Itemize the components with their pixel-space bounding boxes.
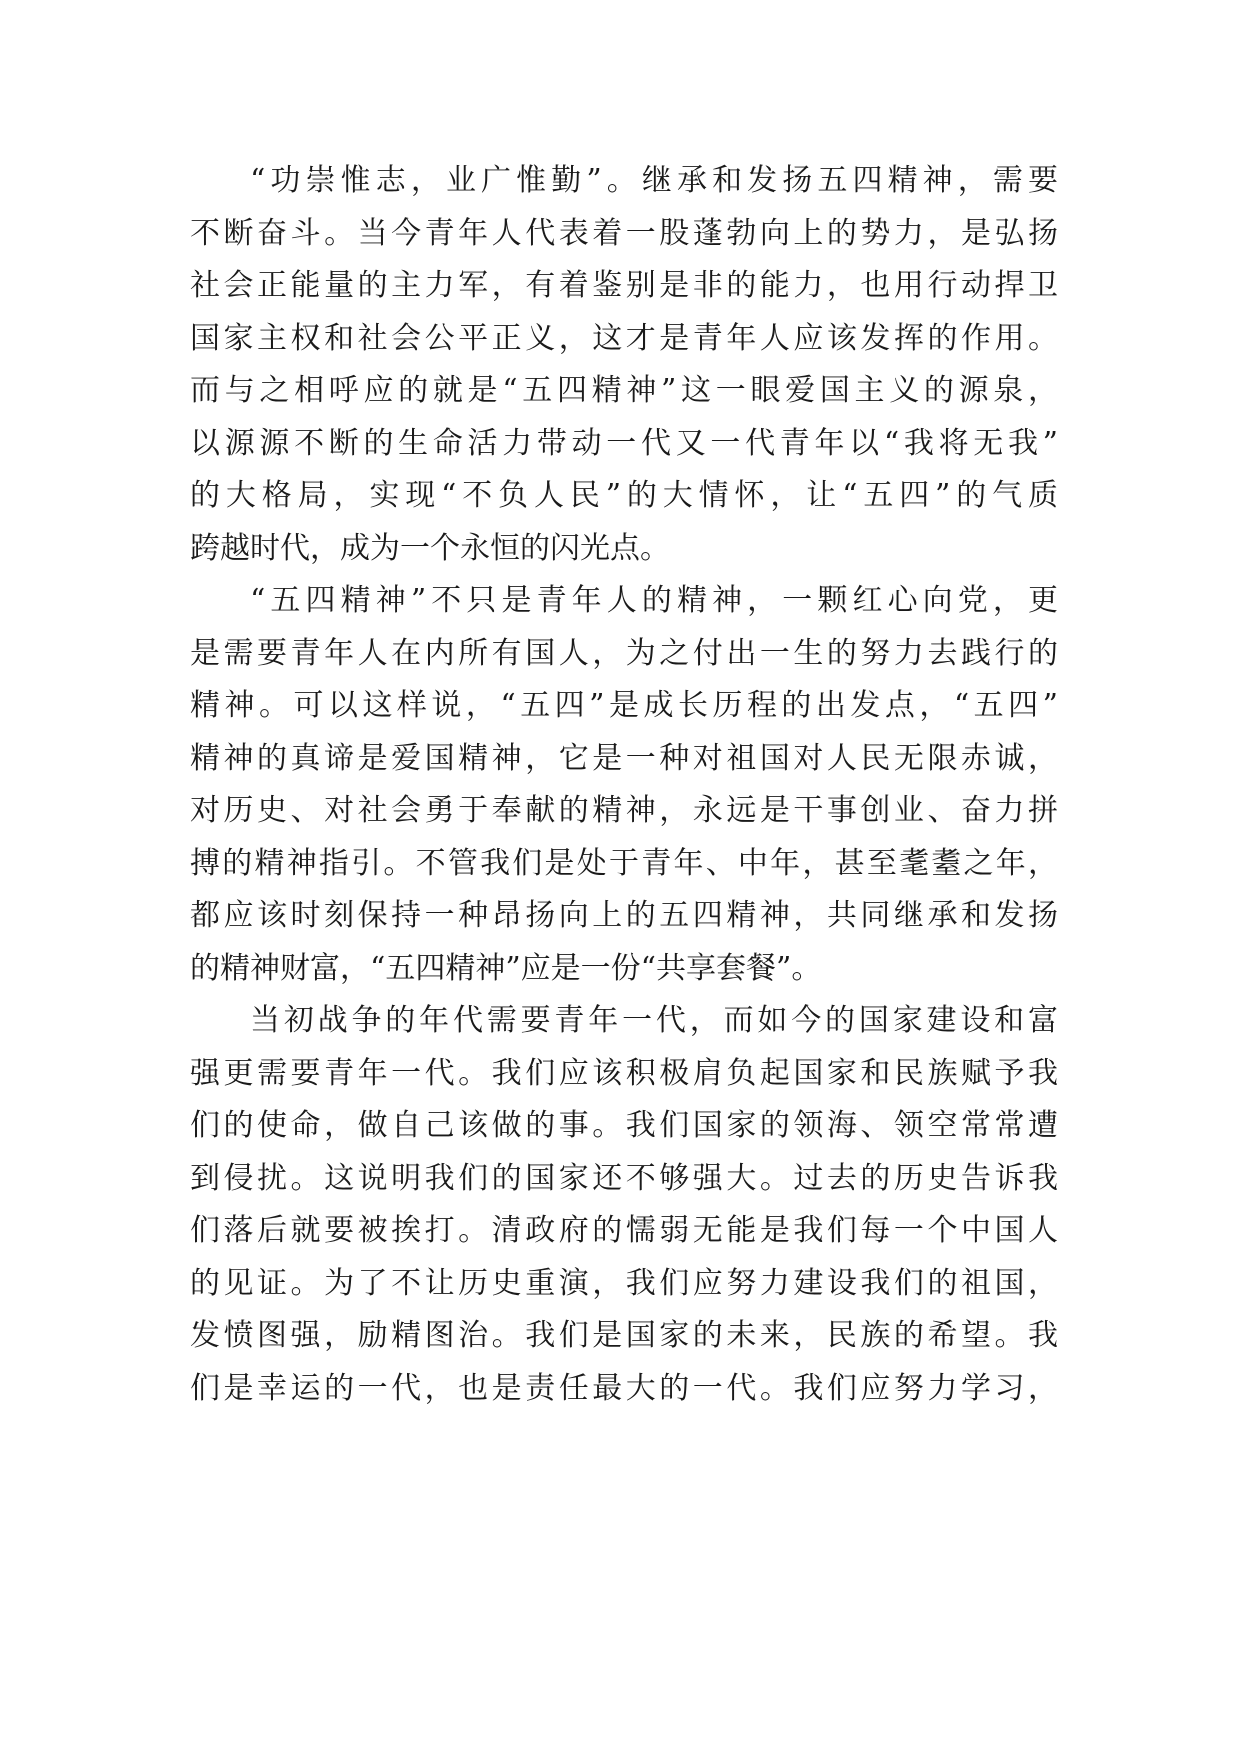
- text-line: 强更需要青年一代。我们应该积极肩负起国家和民族赋予我: [190, 1055, 1058, 1091]
- text-line: “功崇惟志，业广惟勤”。继承和发扬五四精神，需要: [250, 163, 1058, 198]
- text-line: 以源源不断的生命活力带动一代又一代青年以“我将无我”: [190, 425, 1058, 461]
- text-line: 跨越时代，成为一个永恒的闪光点。: [190, 530, 670, 566]
- text-line: 社会正能量的主力军，有着鉴别是非的能力，也用行动捍卫: [190, 268, 1058, 303]
- text-line: 国家主权和社会公平正义，这才是青年人应该发挥的作用。: [190, 320, 1058, 356]
- text-line: 们是幸运的一代，也是责任最大的一代。我们应努力学习，: [190, 1370, 1058, 1406]
- text-line: 的精神财富，“五四精神”应是一份“共享套餐”。: [190, 950, 822, 986]
- paragraph-2: [190, 575, 1058, 995]
- text-line: 的见证。为了不让历史重演，我们应努力建设我们的祖国，: [190, 1265, 1058, 1301]
- text-line: 们的使命，做自己该做的事。我们国家的领海、领空常常遭: [190, 1108, 1058, 1143]
- text-line: 搏的精神指引。不管我们是处于青年、中年，甚至耄耋之年，: [190, 845, 1058, 881]
- text-line: “五四精神”不只是青年人的精神，一颗红心向党，更: [250, 583, 1058, 618]
- text-line: 都应该时刻保持一种昂扬向上的五四精神，共同继承和发扬: [190, 898, 1058, 933]
- text-line: 而与之相呼应的就是“五四精神”这一眼爱国主义的源泉，: [190, 373, 1058, 408]
- text-line: 的大格局，实现“不负人民”的大情怀，让“五四”的气质: [190, 478, 1058, 513]
- text-line: 到侵扰。这说明我们的国家还不够强大。过去的历史告诉我: [190, 1160, 1058, 1196]
- document-body: [190, 155, 1058, 1415]
- paragraph-3: [190, 995, 1058, 1415]
- text-line: 不断奋斗。当今青年人代表着一股蓬勃向上的势力，是弘扬: [190, 215, 1058, 251]
- text-line: 精神。可以这样说，“五四”是成长历程的出发点，“五四”: [190, 688, 1058, 723]
- text-line: 当初战争的年代需要青年一代，而如今的国家建设和富: [250, 1003, 1058, 1038]
- text-line: 是需要青年人在内所有国人，为之付出一生的努力去践行的: [190, 635, 1058, 671]
- paragraph-1: [190, 155, 1058, 575]
- text-line: 发愤图强，励精图治。我们是国家的未来，民族的希望。我: [190, 1318, 1058, 1353]
- text-line: 对历史、对社会勇于奉献的精神，永远是干事创业、奋力拼: [190, 793, 1058, 828]
- text-line: 精神的真谛是爱国精神，它是一种对祖国对人民无限赤诚，: [190, 740, 1058, 776]
- text-line: 们落后就要被挨打。清政府的懦弱无能是我们每一个中国人: [190, 1213, 1058, 1248]
